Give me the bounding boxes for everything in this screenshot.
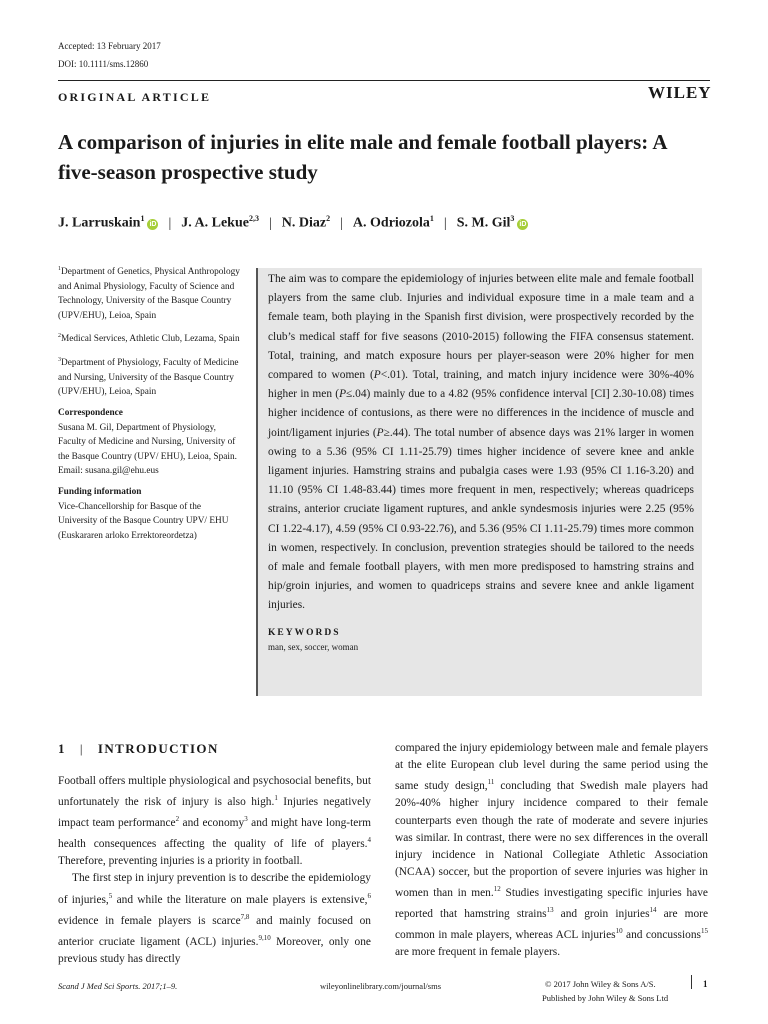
affiliation-mark: 1 [58, 266, 61, 272]
correspondence-email[interactable]: Email: susana.gil@ehu.eus [58, 466, 159, 477]
section-heading [58, 741, 219, 757]
citation-ref[interactable]: 13 [546, 906, 554, 915]
author-separator: | [168, 215, 172, 231]
citation-ref[interactable]: 15 [700, 927, 708, 936]
doi[interactable]: DOI: 10.1111/sms.12860 [58, 59, 149, 69]
body-text: are more frequent in female players. [395, 946, 561, 959]
body-text: evidence in female players is scarce [58, 914, 241, 927]
page-number: 1 [703, 979, 708, 989]
body-text: Moreover, only one previous study has directly [58, 935, 371, 965]
author-affiliation-mark: 2 [326, 214, 331, 223]
stat-symbol: P [373, 369, 381, 382]
citation-ref[interactable]: 10 [615, 927, 623, 936]
author-separator: | [443, 215, 447, 231]
author-name: J. A. Lekue [181, 215, 249, 231]
body-text: The first step in injury prevention is to describe the epidemiology of injuries, [58, 872, 371, 906]
header-rule [58, 80, 710, 81]
citation-ref[interactable]: 2 [175, 815, 180, 824]
body-text: and mainly focused on anterior cruciate ligament (ACL) injuries. [58, 914, 371, 948]
publisher-logo: WILEY [648, 83, 712, 102]
abstract-box [256, 268, 702, 696]
citation-ref[interactable]: 3 [244, 815, 248, 824]
footer-journal-url[interactable]: wileyonlinelibrary.com/journal/sms [320, 981, 442, 991]
correspondence-text [58, 421, 240, 479]
body-text: and economy [179, 817, 245, 829]
accepted-date: Accepted: 13 February 2017 [58, 41, 161, 51]
citation-ref[interactable]: 12 [493, 885, 501, 894]
author-separator: | [268, 215, 272, 231]
body-text: are more common in male players, whereas ACL injuries [395, 908, 708, 942]
abstract-text: The aim was to compare the epidemiology of injuries between elite male and female football players from the same club. Injuries and individual exposure time in a male team and a female team, both playing in the Spanish first division, were prospectively recorded by the club’s medical staff for five seasons (2010-2015) following the FIFA consensus statement. Total, training, and match exposure hours per player-season were 20% higher for men compared to women (P<.01). Total, training, and match injury incidence were 30%-40% higher in men (P≤.04) mainly due to a 4.82 (95% confidence interval [CI] 2.30-10.08) times higher incidence of contusions, as there were no differences in the incidence of muscle and joint/ligament injuries (P≥.44). The total number of absence days was 21% larger in women owing to a 5.36 (95% CI 1.11-25.79) times higher incidence of severe knee and ankle ligament injuries. Hamstring strains and pubalgia cases were 1.93 (95% CI 1.16-3.20) and 11.10 (95% CI 1.48-83.44) times more frequent in men, respectively; whereas quadriceps strains, anterior cruciate ligament ruptures, and ankle syndesmosis injuries were 2.25 (95% CI 1.22-4.17), 4.59 (95% CI 0.93-22.76), and 5.36 (95% CI 1.11-25.79) times more common in women, respectively. In conclusion, prevention strategies should be tailored to the needs of male and female football players, with men more predisposed to hamstring strains and hip/groin injuries, and women to quadriceps strains and severe knee and ankle ligament injuries. [268, 273, 694, 612]
keywords-heading: KEYWORDS [268, 627, 341, 638]
footer-divider [691, 975, 692, 989]
body-text: Football offers multiple physiological and psychosocial benefits, but unfortunately the risk of injury is also high. [58, 775, 371, 808]
body-text: and while the literature on male players is extensive, [112, 893, 368, 906]
author-separator: | [340, 215, 343, 231]
body-paragraph [395, 740, 708, 962]
author-affiliation-mark: 3 [510, 214, 515, 223]
author-name: A. Odriozola [352, 215, 430, 231]
body-column-left [58, 773, 371, 968]
author-affiliation-mark: 1 [429, 214, 434, 223]
author-affiliation-mark: 1 [140, 214, 145, 223]
affiliation-text: Department of Physiology, Faculty of Medicine and Nursing, University of the Basque Country (UPV/EHU), Leioa, Spain [58, 358, 239, 398]
affiliation [58, 353, 240, 400]
affiliation [58, 262, 240, 323]
body-text: concluding that Swedish male players had 20%-40% higher injury incidence compared to their female counterparts even though the rate of moderate and severe injuries was similar. In contrast, there were no sex differences in the overall injury incidence in National Collegiate Athletic Association (NCAA) soccer, but the proportion of severe injuries was higher in women than in men. [395, 780, 708, 900]
affiliation-text: Medical Services, Athletic Club, Lezama, Spain [61, 334, 240, 345]
body-paragraph [58, 870, 371, 967]
citation-ref[interactable]: 7,8 [240, 912, 250, 921]
citation-ref[interactable]: 5 [108, 891, 113, 900]
body-text: Studies investigating specific injuries have reported that hamstring strains [395, 887, 708, 921]
citation-ref[interactable]: 14 [649, 906, 657, 915]
stat-symbol: P [339, 388, 347, 401]
footer-copyright: © 2017 John Wiley & Sons A/S. [545, 979, 656, 989]
body-text: and concussions [622, 929, 701, 942]
author-name: J. Larruskain [58, 215, 141, 231]
body-text: compared the injury epidemiology between male and female players at the elite European club level during the same period using the same study design, [395, 742, 708, 793]
footer-publisher: Published by John Wiley & Sons Ltd [542, 993, 669, 1003]
citation-ref[interactable]: 4 [367, 836, 371, 845]
author-name: S. M. Gil [456, 215, 511, 231]
body-text: Injuries negatively impact team performance [58, 796, 372, 829]
citation-ref[interactable]: 6 [367, 891, 371, 900]
section-title: INTRODUCTION [97, 741, 219, 756]
author-list [58, 214, 528, 232]
article-type: ORIGINAL ARTICLE [58, 90, 212, 104]
citation-ref[interactable]: 1 [274, 794, 278, 803]
citation-ref[interactable]: 11 [487, 778, 495, 787]
author-name: N. Diaz [281, 215, 327, 231]
affiliation-mark: 3 [58, 357, 61, 364]
section-separator: | [79, 741, 84, 756]
author-affiliation-mark: 2,3 [248, 214, 259, 223]
body-column-right [395, 740, 708, 962]
body-text: and might have long-term health consequences affecting the quality of life of players. [58, 817, 371, 850]
correspondence-heading: Correspondence [58, 408, 123, 419]
stat-symbol: P [376, 426, 384, 439]
orcid-icon[interactable]: iD [519, 220, 527, 228]
footer-journal-citation: Scand J Med Sci Sports. 2017;1–9. [58, 981, 178, 991]
orcid-icon[interactable]: iD [149, 220, 157, 228]
keywords-text: man, sex, soccer, woman [268, 641, 359, 652]
correspondence-address: Susana M. Gil, Department of Physiology, Faculty of Medicine and Nursing, University of the Basque Country (UPV/ EHU), Leioa, Spain. [58, 422, 237, 462]
body-paragraph [58, 773, 371, 870]
body-text: Therefore, preventing injuries is a priority in football. [58, 855, 303, 868]
body-text: and groin injuries [553, 908, 650, 921]
citation-ref[interactable]: 9,10 [258, 933, 271, 942]
affiliation [58, 329, 240, 347]
funding-text: Vice-Chancellorship for Basque of the University of the Basque Country UPV/ EHU (Euskararen arloko Errektoreordetza) [58, 501, 229, 541]
funding-heading: Funding information [58, 487, 142, 497]
affiliations [58, 262, 240, 400]
section-number: 1 [58, 741, 66, 756]
affiliation-text: Department of Genetics, Physical Anthropology and Animal Physiology, Faculty of Science and Technology, University of the Basque Country (UPV/EHU), Leioa, Spain [58, 267, 240, 321]
sidebar-info [58, 262, 240, 549]
affiliation-mark: 2 [58, 333, 61, 340]
article-title: A comparison of injuries in elite male and female football players: A five-season prospective study [58, 130, 667, 184]
